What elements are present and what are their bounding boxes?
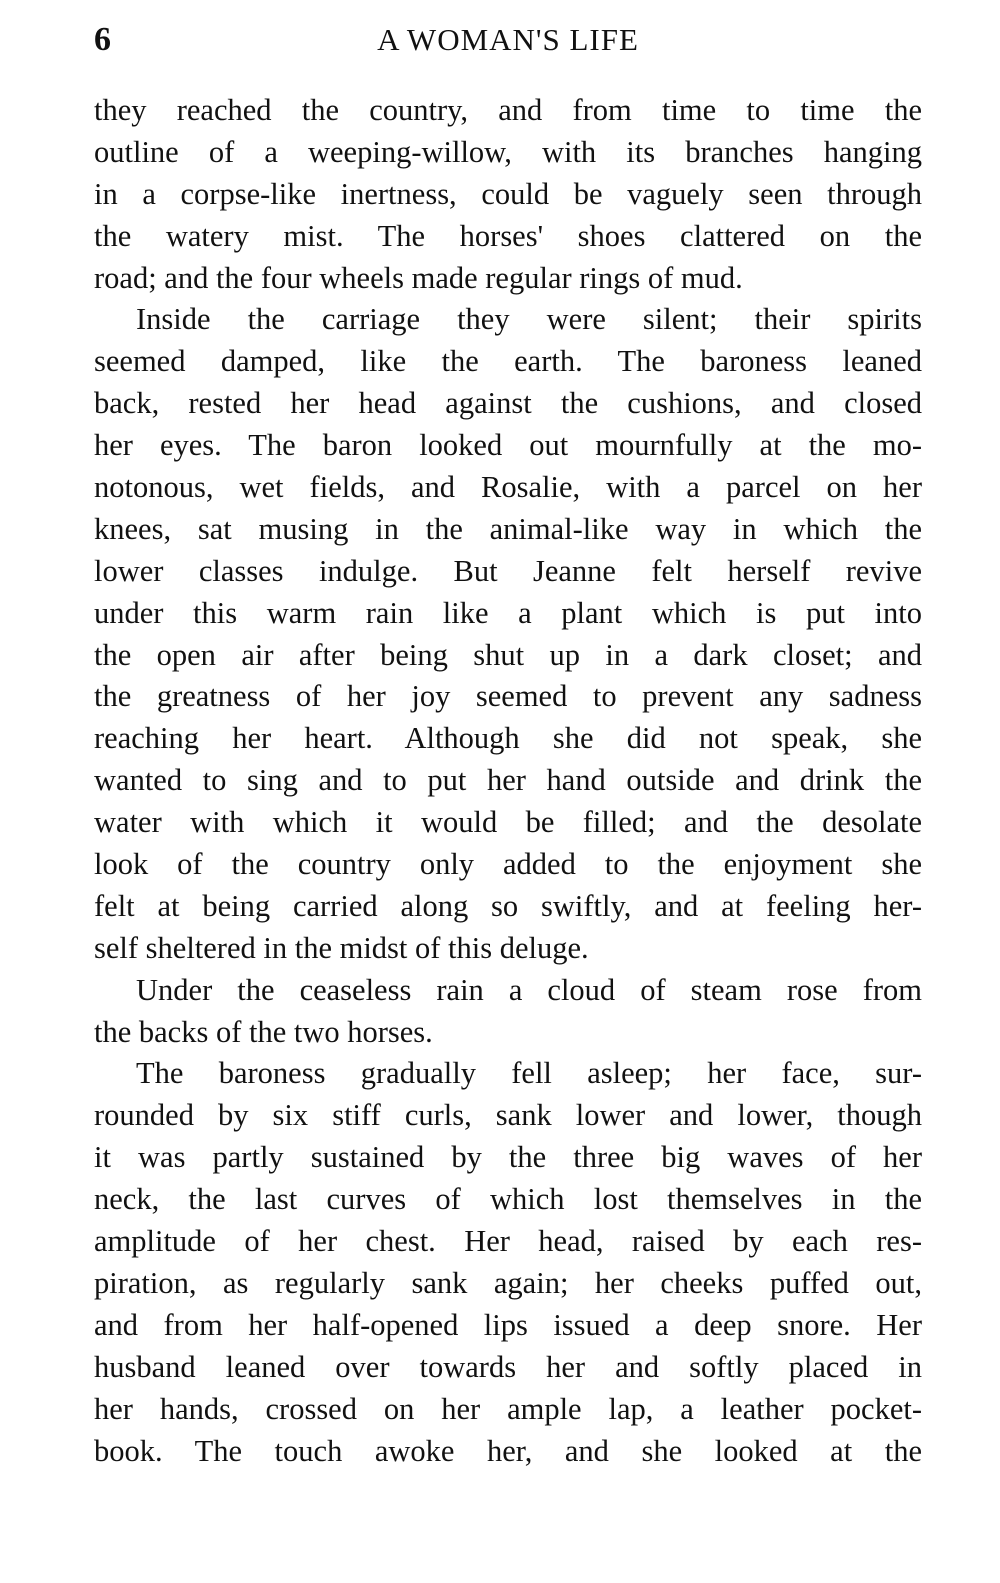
page-number: 6: [94, 21, 111, 58]
text-line: neck, the last curves of which lost themselves in the: [94, 1182, 922, 1217]
text-line: the greatness of her joy seemed to prevent any sadness: [94, 679, 922, 714]
text-line: her hands, crossed on her ample lap, a leather pocket-: [94, 1391, 922, 1426]
paragraph-start-line: The baroness gradually fell asleep; her face, sur-: [136, 1056, 922, 1091]
body-text: [94, 90, 922, 1472]
text-line: lower classes indulge. But Jeanne felt herself revive: [94, 553, 922, 588]
text-line: they reached the country, and from time to time the: [94, 93, 922, 127]
text-line: her eyes. The baron looked out mournfully at the mo-: [94, 428, 922, 463]
text-line: seemed damped, like the earth. The baroness leaned: [94, 344, 922, 379]
text-line: self sheltered in the midst of this deluge.: [94, 930, 589, 965]
running-title: A WOMAN'S LIFE: [377, 22, 639, 57]
text-line: the watery mist. The horses' shoes clattered on the: [94, 218, 922, 253]
text-line: water with which it would be filled; and the desolate: [94, 805, 922, 840]
text-line: road; and the four wheels made regular rings of mud.: [94, 260, 743, 295]
text-line: amplitude of her chest. Her head, raised by each res-: [94, 1224, 922, 1259]
text-line: notonous, wet fields, and Rosalie, with a parcel on her: [94, 470, 922, 505]
text-line: reaching her heart. Although she did not speak, she: [94, 721, 922, 756]
text-line: felt at being carried along so swiftly, and at feeling her-: [94, 888, 922, 923]
text-line: wanted to sing and to put her hand outside and drink the: [94, 763, 922, 798]
text-line: knees, sat musing in the animal-like way in which the: [94, 511, 922, 546]
text-line: back, rested her head against the cushions, and closed: [94, 386, 922, 421]
paragraph-start-line: Inside the carriage they were silent; their spirits: [136, 302, 922, 337]
text-line: under this warm rain like a plant which is put into: [94, 595, 922, 630]
text-line: in a corpse-like inertness, could be vaguely seen through: [94, 176, 922, 211]
text-line: and from her half-opened lips issued a deep snore. Her: [94, 1307, 922, 1342]
text-line: the open air after being shut up in a dark closet; and: [94, 637, 922, 672]
text-line: book. The touch awoke her, and she looked at the: [94, 1433, 922, 1468]
text-line: piration, as regularly sank again; her cheeks puffed out,: [94, 1265, 922, 1300]
text-line: the backs of the two horses.: [94, 1014, 433, 1049]
text-line: it was partly sustained by the three big waves of her: [94, 1140, 922, 1175]
page-header: [94, 18, 922, 62]
text-line: husband leaned over towards her and softly placed in: [94, 1349, 922, 1384]
text-line: rounded by six stiff curls, sank lower and lower, though: [94, 1098, 922, 1133]
text-line: look of the country only added to the enjoyment she: [94, 847, 922, 882]
paragraph-start-line: Under the ceaseless rain a cloud of steam rose from: [136, 972, 922, 1007]
text-line: outline of a weeping-willow, with its branches hanging: [94, 134, 922, 169]
